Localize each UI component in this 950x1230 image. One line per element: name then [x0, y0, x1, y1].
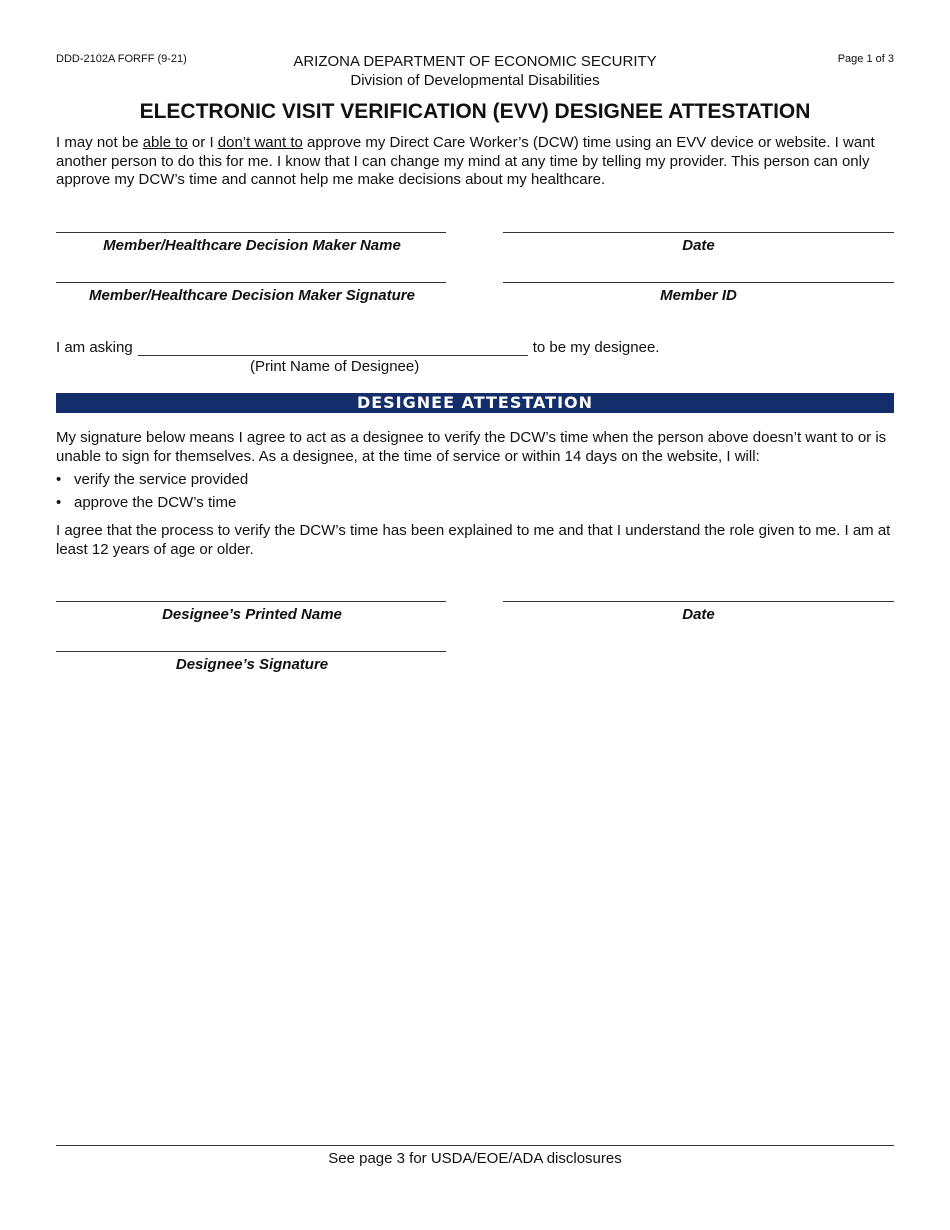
- designee-name-hint: (Print Name of Designee): [250, 358, 420, 375]
- page-number: Page 1 of 3: [837, 53, 894, 65]
- footer-divider: [56, 1145, 894, 1146]
- bullet-icon: •: [56, 471, 62, 488]
- division-name: Division of Developmental Disabilities: [350, 72, 600, 89]
- member-signature-line[interactable]: [56, 282, 446, 283]
- designee-signature-line[interactable]: [56, 651, 446, 652]
- attestation-paragraph: My signature below means I agree to act as a designee to verify the DCW’s time when the person above doesn’t want to or is unable to sign for themselves. As a designee, at the time of service or within 14 days on the website, I will:: [56, 429, 887, 465]
- designee-printed-name-line[interactable]: [56, 601, 446, 602]
- designee-name-line[interactable]: [138, 341, 528, 356]
- list-item: • approve the DCW’s time: [56, 494, 248, 517]
- agency-name: ARIZONA DEPARTMENT OF ECONOMIC SECURITY: [293, 53, 657, 70]
- designee-date-line[interactable]: [503, 601, 894, 602]
- member-name-label: Member/Healthcare Decision Maker Name: [103, 237, 401, 254]
- intro-paragraph: I may not be able to or I don’t want to approve my Direct Care Worker’s (DCW) time using an EVV device or website. I want another person to do this for me. I know that I can change my mind at any time by telling my provider. This person can only approve my DCW’s time and cannot help me make decisions about my healthcare.: [56, 134, 875, 188]
- list-item: • verify the service provided: [56, 471, 248, 494]
- member-id-line[interactable]: [503, 282, 894, 283]
- designee-request-prefix: I am asking: [56, 339, 133, 356]
- footer-text: See page 3 for USDA/EOE/ADA disclosures: [328, 1150, 622, 1167]
- designee-date-label: Date: [682, 606, 715, 623]
- member-name-line[interactable]: [56, 232, 446, 233]
- member-signature-label: Member/Healthcare Decision Maker Signature: [89, 287, 415, 304]
- designee-request-row: [56, 339, 659, 356]
- page-title: ELECTRONIC VISIT VERIFICATION (EVV) DESIGNEE ATTESTATION: [139, 100, 811, 123]
- form-code: DDD-2102A FORFF (9-21): [56, 53, 187, 65]
- member-id-label: Member ID: [660, 287, 737, 304]
- section-banner: DESIGNEE ATTESTATION: [56, 393, 894, 413]
- member-date-line[interactable]: [503, 232, 894, 233]
- designee-printed-name-label: Designee’s Printed Name: [162, 606, 342, 623]
- designee-request-suffix: to be my designee.: [532, 339, 660, 356]
- attestation-bullets: [56, 471, 248, 517]
- member-date-label: Date: [682, 237, 715, 254]
- designee-signature-label: Designee’s Signature: [175, 656, 329, 673]
- bullet-icon: •: [56, 494, 62, 511]
- agreement-paragraph: I agree that the process to verify the DCW’s time has been explained to me and that I understand the role given to me. I am at least 12 years of age or older.: [56, 522, 891, 558]
